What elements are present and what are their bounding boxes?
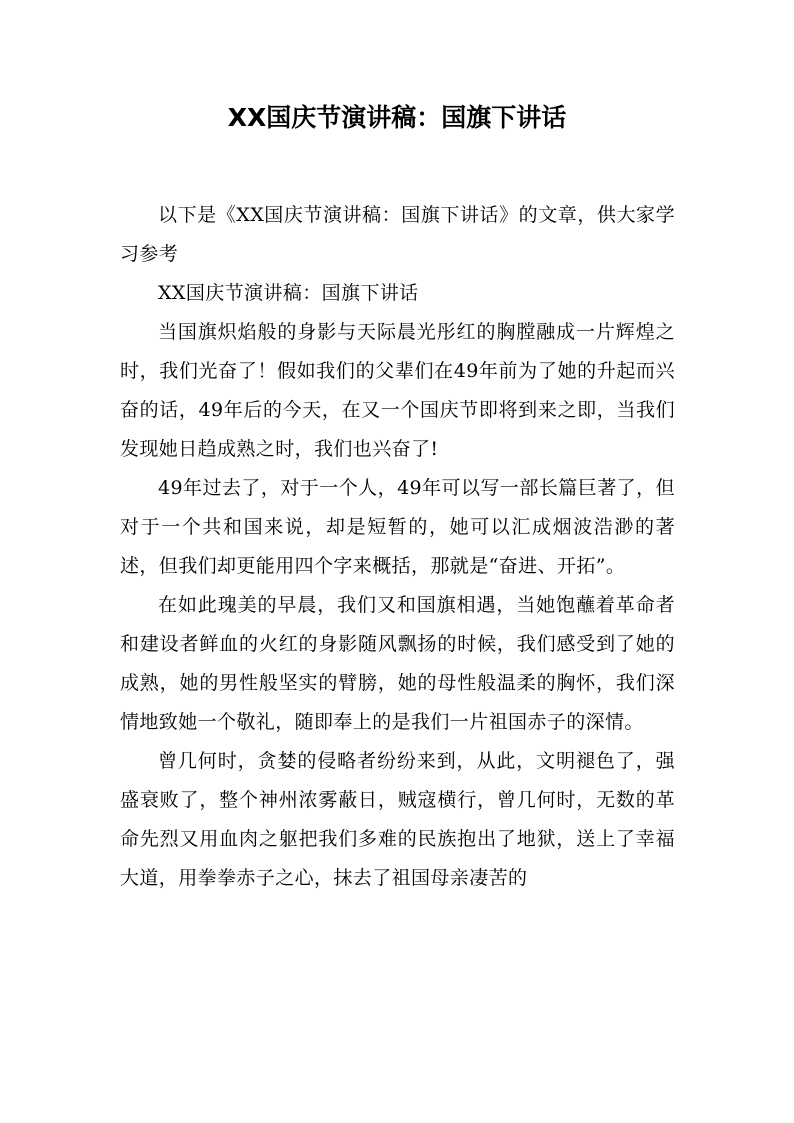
intro-paragraph: 以下是《XX国庆节演讲稿：国旗下讲话》的文章，供大家学习参考	[120, 204, 675, 265]
document-title: XX国庆节演讲稿：国旗下讲话	[227, 103, 567, 132]
body-paragraph: 当国旗炽焰般的身影与天际晨光彤红的胸膛融成一片辉煌之时，我们光奋了！假如我们的父辈们在49年前为了她的升起而兴奋的话，49年后的今天，在又一个国庆节即将到来之即，当我们发现她日趋成熟之时，我们也兴奋了!	[120, 321, 675, 460]
body-paragraph: 在如此瑰美的早晨，我们又和国旗相遇，当她饱蘸着革命者和建设者鲜血的火红的身影随风飘扬的时候，我们感受到了她的成熟，她的男性般坚实的臂膀，她的母性般温柔的胸怀，我们深情地致她一个敬礼，随即奉上的是我们一片祖国赤子的深情。	[120, 594, 675, 733]
subtitle-paragraph: XX国庆节演讲稿：国旗下讲话	[158, 282, 419, 304]
body-paragraph: 49年过去了，对于一个人，49年可以写一部长篇巨著了，但对于一个共和国来说，却是短暂的，她可以汇成烟波浩渺的著述，但我们却更能用四个字来概括，那就是“奋进、开拓”。	[120, 477, 675, 577]
body-paragraph: 曾几何时，贪婪的侵略者纷纷来到，从此，文明褪色了，强盛衰败了，整个神州浓雾蔽日，贼寇横行，曾几何时，无数的革命先烈又用血肉之躯把我们多难的民族抱出了地狱，送上了幸福大道，用拳拳赤子之心，抹去了祖国母亲凄苦的	[120, 750, 675, 889]
document-body	[120, 196, 675, 898]
